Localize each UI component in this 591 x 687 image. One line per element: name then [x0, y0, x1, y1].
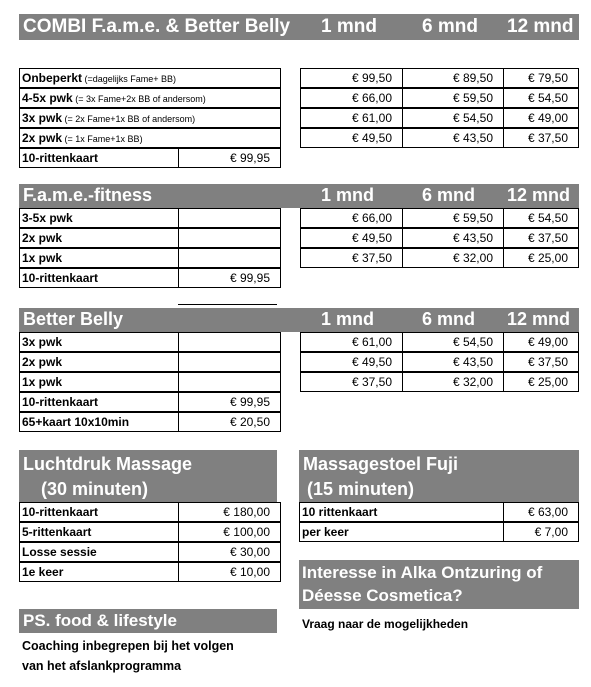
ritten-label: 10-rittenkaart	[19, 268, 179, 288]
fame-col-6mnd: 6 mnd	[422, 185, 476, 205]
combi-header	[19, 14, 579, 40]
row-label-text: Onbeperkt	[22, 71, 83, 85]
massage-title: Luchtdruk Massage	[23, 454, 193, 474]
price-12mnd: € 49,00	[503, 108, 579, 128]
empty-cell	[178, 332, 281, 352]
price-1mnd: € 49,50	[300, 128, 403, 148]
row-price: € 7,00	[503, 522, 579, 542]
belly-table	[19, 332, 579, 432]
fame-header	[19, 184, 579, 208]
row-label: Losse sessie	[19, 542, 179, 562]
row-label: 10 rittenkaart	[299, 502, 504, 522]
ritten-price: € 99,95	[178, 392, 281, 412]
fame-title: F.a.m.e.-fitness	[23, 185, 153, 205]
massage-table	[19, 502, 281, 582]
price-12mnd: € 49,00	[503, 332, 579, 352]
interesse-note: Vraag naar de mogelijkheden	[302, 617, 469, 631]
price-6mnd: € 59,50	[402, 88, 504, 108]
fame-col-1mnd: 1 mnd	[321, 185, 375, 205]
divider	[178, 304, 277, 305]
row-label: 1e keer	[19, 562, 179, 582]
row-label-text: 2x pwk	[22, 131, 63, 145]
ps-title: PS. food & lifestyle	[23, 611, 177, 630]
empty-cell	[178, 352, 281, 372]
price-6mnd: € 54,50	[402, 108, 504, 128]
row-label-text: 3x pwk	[22, 111, 63, 125]
row-price: € 30,00	[178, 542, 281, 562]
price-1mnd: € 61,00	[300, 332, 403, 352]
belly-header	[19, 308, 579, 332]
row-price: € 180,00	[178, 502, 281, 522]
combi-col-1mnd: 1 mnd	[321, 16, 377, 37]
price-12mnd: € 54,50	[503, 88, 579, 108]
price-1mnd: € 49,50	[300, 352, 403, 372]
price-6mnd: € 43,50	[402, 352, 504, 372]
row-label	[19, 108, 281, 128]
combi-col-12mnd: 12 mnd	[507, 16, 574, 37]
ritten-label: 10-rittenkaart	[19, 392, 179, 412]
price-6mnd: € 59,50	[402, 208, 504, 228]
fame-col-12mnd: 12 mnd	[507, 185, 571, 205]
row-label: 3-5x pwk	[19, 208, 179, 228]
row-price: € 63,00	[503, 502, 579, 522]
fuji-title: Massagestoel Fuji	[303, 454, 459, 474]
row-price: € 10,00	[178, 562, 281, 582]
fuji-table	[299, 502, 579, 542]
price-6mnd: € 43,50	[402, 128, 504, 148]
empty-cell	[178, 248, 281, 268]
price-12mnd: € 37,50	[503, 128, 579, 148]
massage-header	[19, 450, 277, 502]
empty-cell	[178, 372, 281, 392]
price-6mnd: € 89,50	[402, 68, 504, 88]
price-1mnd: € 37,50	[300, 372, 403, 392]
price-1mnd: € 99,50	[300, 68, 403, 88]
interesse-line2: Déesse Cosmetica?	[302, 586, 463, 605]
combi-title: COMBI F.a.m.e. & Better Belly	[23, 16, 291, 37]
fuji-duration: (15 minuten)	[307, 479, 415, 499]
price-12mnd: € 25,00	[503, 372, 579, 392]
combi-col-6mnd: 6 mnd	[422, 16, 478, 37]
row-sublabel: (= 3x Fame+2x BB of andersom)	[72, 94, 206, 104]
ps-line2: van het afslankprogramma	[22, 659, 182, 673]
price-12mnd: € 54,50	[503, 208, 579, 228]
row-label: 10-rittenkaart	[19, 502, 179, 522]
senior-price: € 20,50	[178, 412, 281, 432]
ritten-label: 10-rittenkaart	[19, 148, 179, 168]
price-12mnd: € 37,50	[503, 352, 579, 372]
row-label-text: 4-5x pwk	[22, 91, 73, 105]
row-label: 2x pwk	[19, 228, 179, 248]
belly-col-12mnd: 12 mnd	[507, 309, 571, 329]
row-sublabel: (=dagelijks Fame+ BB)	[82, 74, 177, 84]
ps-header	[19, 609, 277, 633]
row-label: 1x pwk	[19, 372, 179, 392]
ps-line1: Coaching inbegrepen bij het volgen	[22, 639, 234, 653]
row-sublabel: (= 1x Fame+1x BB)	[62, 134, 143, 144]
empty-cell	[178, 228, 281, 248]
senior-label: 65+kaart 10x10min	[19, 412, 179, 432]
interesse-line1: Interesse in Alka Ontzuring of	[302, 563, 543, 582]
fame-table	[19, 208, 579, 288]
ritten-price: € 99,95	[178, 148, 281, 168]
row-label	[19, 68, 281, 88]
empty-cell	[178, 208, 281, 228]
massage-duration: (30 minuten)	[41, 479, 149, 499]
row-label: 2x pwk	[19, 352, 179, 372]
price-6mnd: € 43,50	[402, 228, 504, 248]
row-label: per keer	[299, 522, 504, 542]
row-price: € 100,00	[178, 522, 281, 542]
fuji-header	[299, 450, 579, 502]
row-label: 5-rittenkaart	[19, 522, 179, 542]
price-1mnd: € 66,00	[300, 208, 403, 228]
price-1mnd: € 66,00	[300, 88, 403, 108]
row-sublabel: (= 2x Fame+1x BB of andersom)	[62, 114, 196, 124]
combi-table	[19, 68, 579, 168]
price-6mnd: € 54,50	[402, 332, 504, 352]
belly-col-1mnd: 1 mnd	[321, 309, 375, 329]
row-label: 3x pwk	[19, 332, 179, 352]
price-1mnd: € 61,00	[300, 108, 403, 128]
row-label: 1x pwk	[19, 248, 179, 268]
price-12mnd: € 37,50	[503, 228, 579, 248]
belly-title: Better Belly	[23, 309, 124, 329]
ritten-price: € 99,95	[178, 268, 281, 288]
row-label	[19, 88, 281, 108]
price-12mnd: € 25,00	[503, 248, 579, 268]
belly-col-6mnd: 6 mnd	[422, 309, 476, 329]
interesse-header	[299, 560, 579, 609]
row-label	[19, 128, 281, 148]
price-12mnd: € 79,50	[503, 68, 579, 88]
price-1mnd: € 37,50	[300, 248, 403, 268]
price-1mnd: € 49,50	[300, 228, 403, 248]
price-6mnd: € 32,00	[402, 248, 504, 268]
price-6mnd: € 32,00	[402, 372, 504, 392]
